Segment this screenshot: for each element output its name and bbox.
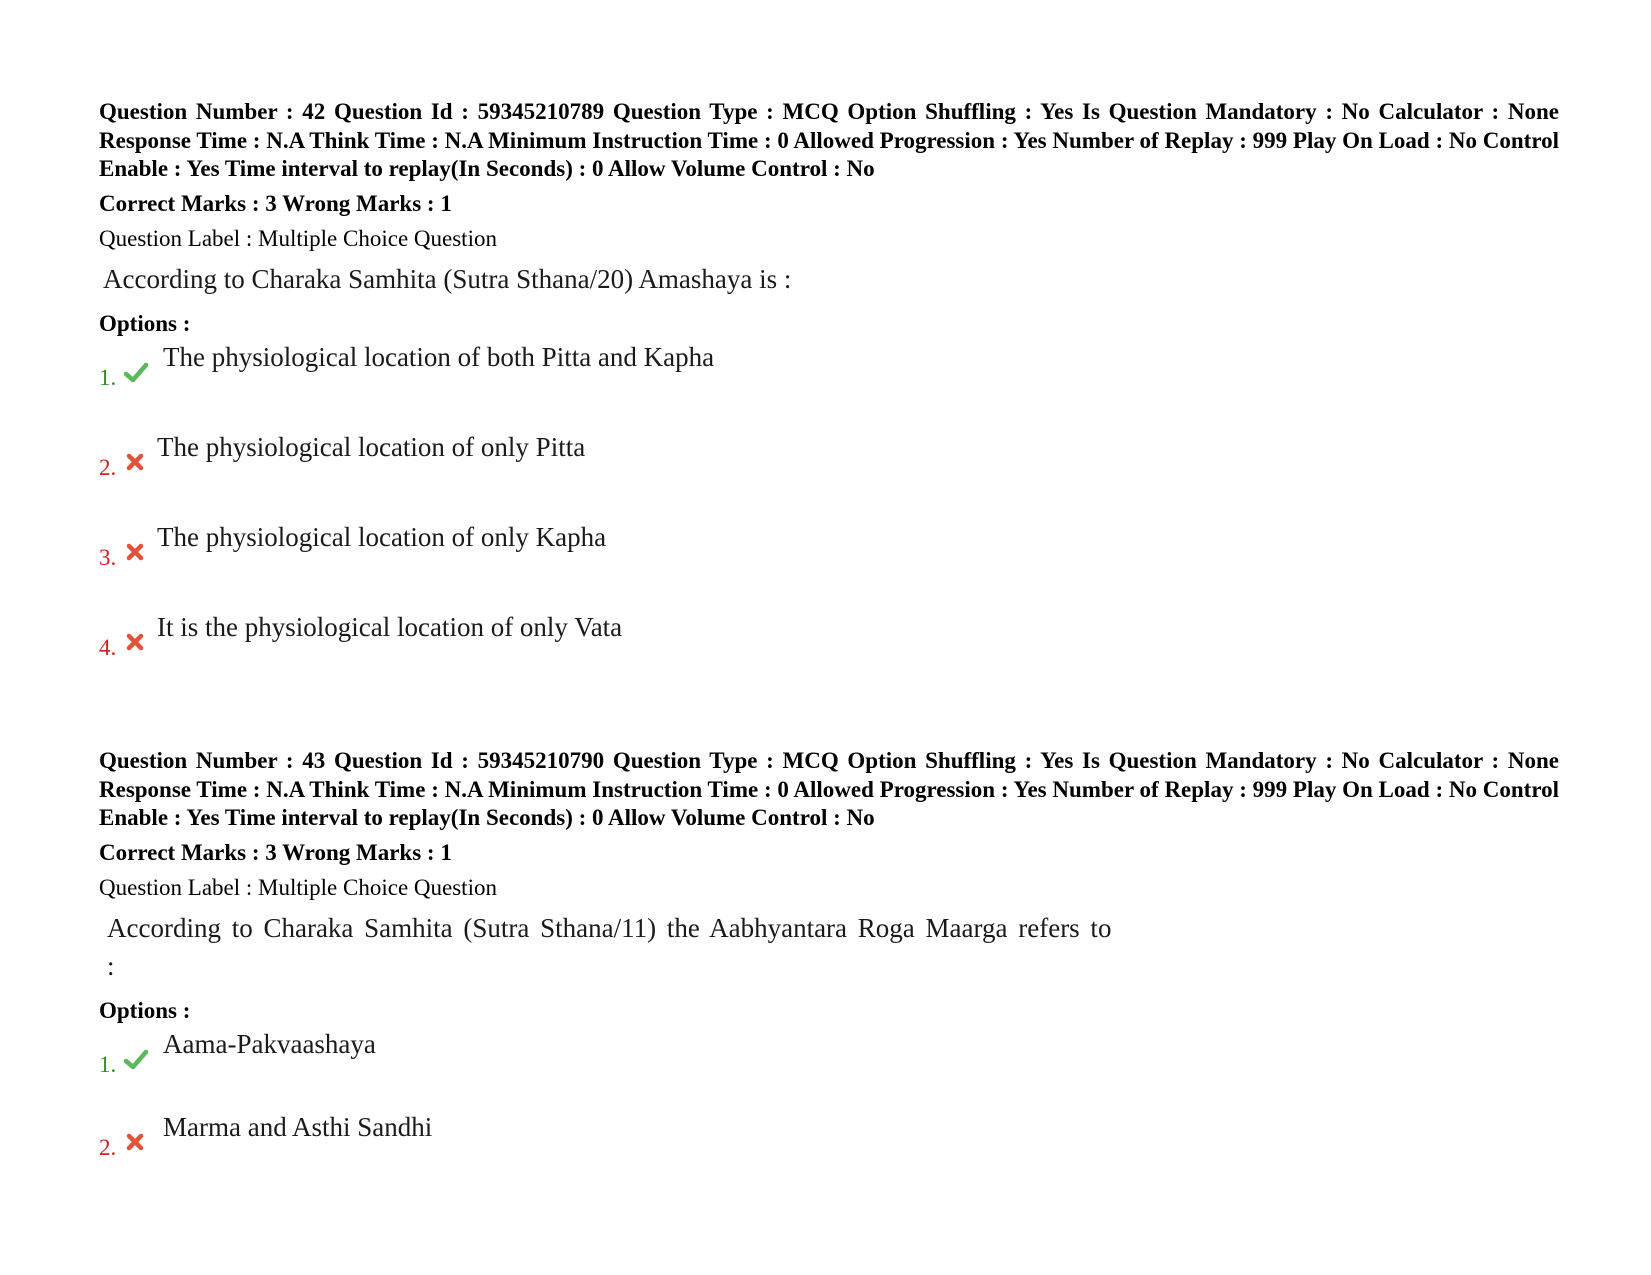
question-marks: Correct Marks : 3 Wrong Marks : 1	[99, 839, 452, 865]
options-heading: Options :	[99, 997, 191, 1023]
question-block	[99, 98, 1559, 698]
option-text: It is the physiological location of only Vata	[157, 611, 623, 642]
cross-icon	[123, 1130, 149, 1156]
question-stem: According to Charaka Samhita (Sutra Sthana/11) the Aabhyantara Roga Maarga refers to :	[107, 912, 1112, 981]
question-marks: Correct Marks : 3 Wrong Marks : 1	[99, 190, 452, 216]
option-text: Aama-Pakvaashaya	[163, 1028, 376, 1059]
check-icon	[123, 360, 149, 386]
cross-icon	[123, 540, 149, 566]
option-item	[99, 608, 1559, 698]
question-meta: Question Number : 43 Question Id : 59345210790 Question Type : MCQ Option Shuffling : Yes Is Question Mandatory : No Calculator : None Response Time : N.A Think Time : N.A Minimum Instruction Time : 0 Allowed Progression : Yes Number of Replay : 999 Play On Load : No Control Enable : Yes Time interval to replay(In Seconds) : 0 Allow Volume Control : No	[99, 748, 1559, 830]
options-heading: Options :	[99, 310, 191, 336]
option-text: The physiological location of both Pitta and Kapha	[163, 341, 715, 372]
option-item	[99, 1108, 1559, 1191]
question-meta: Question Number : 42 Question Id : 59345210789 Question Type : MCQ Option Shuffling : Yes Is Question Mandatory : No Calculator : None Response Time : N.A Think Time : N.A Minimum Instruction Time : 0 Allowed Progression : Yes Number of Replay : 999 Play On Load : No Control Enable : Yes Time interval to replay(In Seconds) : 0 Allow Volume Control : No	[99, 99, 1559, 181]
option-number: 3.	[99, 544, 117, 570]
option-number: 4.	[99, 634, 117, 660]
option-number: 1.	[99, 364, 117, 390]
question-stem: According to Charaka Samhita (Sutra Sthana/20) Amashaya is :	[103, 263, 792, 294]
option-item	[99, 338, 1559, 428]
option-number: 1.	[99, 1051, 117, 1077]
option-item	[99, 428, 1559, 518]
option-number: 2.	[99, 1134, 117, 1160]
option-number: 2.	[99, 454, 117, 480]
option-text: The physiological location of only Pitta	[157, 431, 586, 462]
cross-icon	[123, 450, 149, 476]
option-item	[99, 518, 1559, 608]
question-label: Question Label : Multiple Choice Question	[99, 225, 497, 251]
option-text: Marma and Asthi Sandhi	[163, 1111, 433, 1142]
check-icon	[123, 1047, 149, 1073]
option-text: The physiological location of only Kapha	[157, 521, 607, 552]
question-block	[99, 747, 1559, 1191]
cross-icon	[123, 630, 149, 656]
question-label: Question Label : Multiple Choice Question	[99, 874, 497, 900]
option-item	[99, 1025, 1559, 1108]
